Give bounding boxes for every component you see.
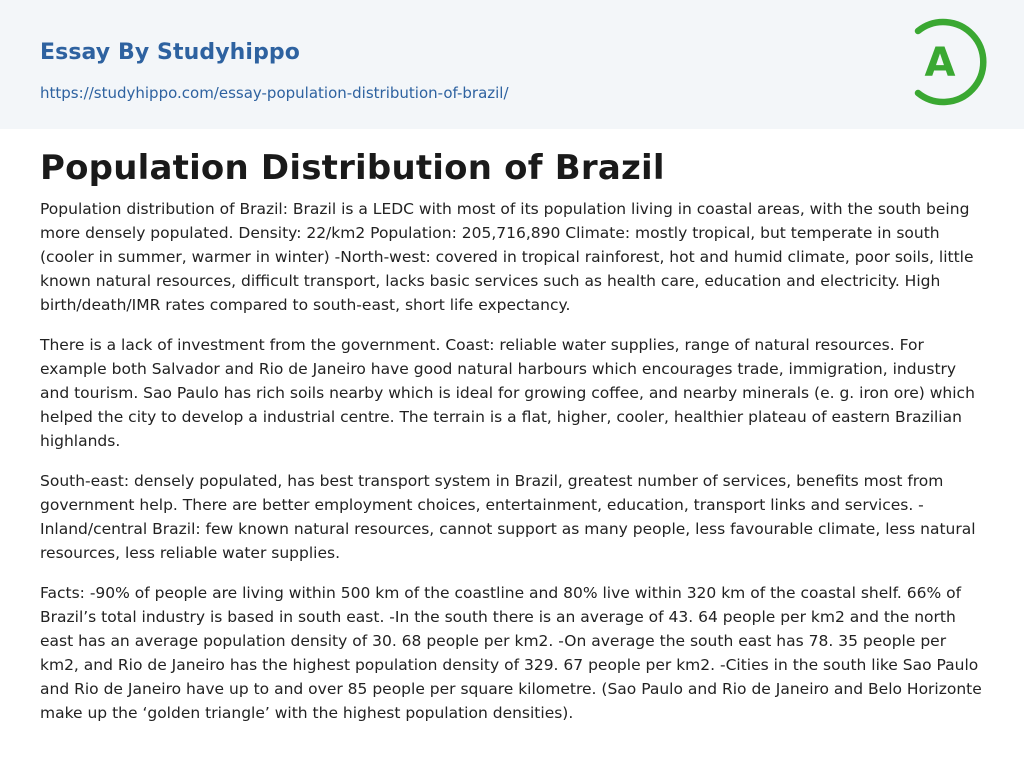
paragraph-3: South-east: densely populated, has best transport system in Brazil, greatest number of services, benefits most from government help. There are better employment choices, entertainment, education, transport links and services. -Inland/central Brazil: few known natural resources, cannot support as many people, less favourable climate, less natural resources, less reliable water supplies. xyxy=(40,472,976,562)
paragraph-2: There is a lack of investment from the government. Coast: reliable water supplies, range of natural resources. For example both Salvador and Rio de Janeiro have good natural harbours which encourages trade, immigration, industry and tourism. Sao Paulo has rich soils nearby which is ideal for growing coffee, and nearby minerals (e. g. iron ore) which helped the city to develop a industrial centre. The terrain is a flat, higher, cooler, healthier plateau of eastern Brazilian highlands. xyxy=(40,336,975,450)
studyhippo-logo-icon[interactable] xyxy=(912,18,988,106)
paragraph-1: Population distribution of Brazil: Brazil is a LEDC with most of its population living in coastal areas, with the south being more densely populated. Density: 22/km2 Population: 205,716,890 Climate: mostly tropical, but temperate in south (cooler in summer, warmer in winter) -North-west: covered in tropical rainforest, hot and humid climate, poor soils, little known natural resources, difficult transport, lacks basic services such as health care, education and electricity. High birth/death/IMR rates compared to south-east, short life expectancy. xyxy=(40,200,974,314)
page-title: Population Distribution of Brazil xyxy=(40,148,665,188)
article xyxy=(0,129,1024,725)
essay-url-link[interactable]: https://studyhippo.com/essay-population-distribution-of-brazil/ xyxy=(40,84,509,102)
paragraph-4: Facts: -90% of people are living within 500 km of the coastline and 80% live within 320 km of the coastal shelf. 66% of Brazil’s total industry is based in south east. -In the south there is an average of 43. 64 people per km2 and the north east has an average population density of 30. 68 people per km2. -On average the south east has 78. 35 people per km2, and Rio de Janeiro has the highest population density of 329. 67 people per km2. -Cities in the south like Sao Paulo and Rio de Janeiro have up to and over 85 people per square kilometre. (Sao Paulo and Rio de Janeiro and Belo Horizonte make up the ‘golden triangle’ with the highest population densities). xyxy=(40,584,982,722)
brand-title[interactable]: Essay By Studyhippo xyxy=(40,40,300,65)
logo-letter: A xyxy=(924,40,956,86)
site-header xyxy=(0,0,1024,129)
